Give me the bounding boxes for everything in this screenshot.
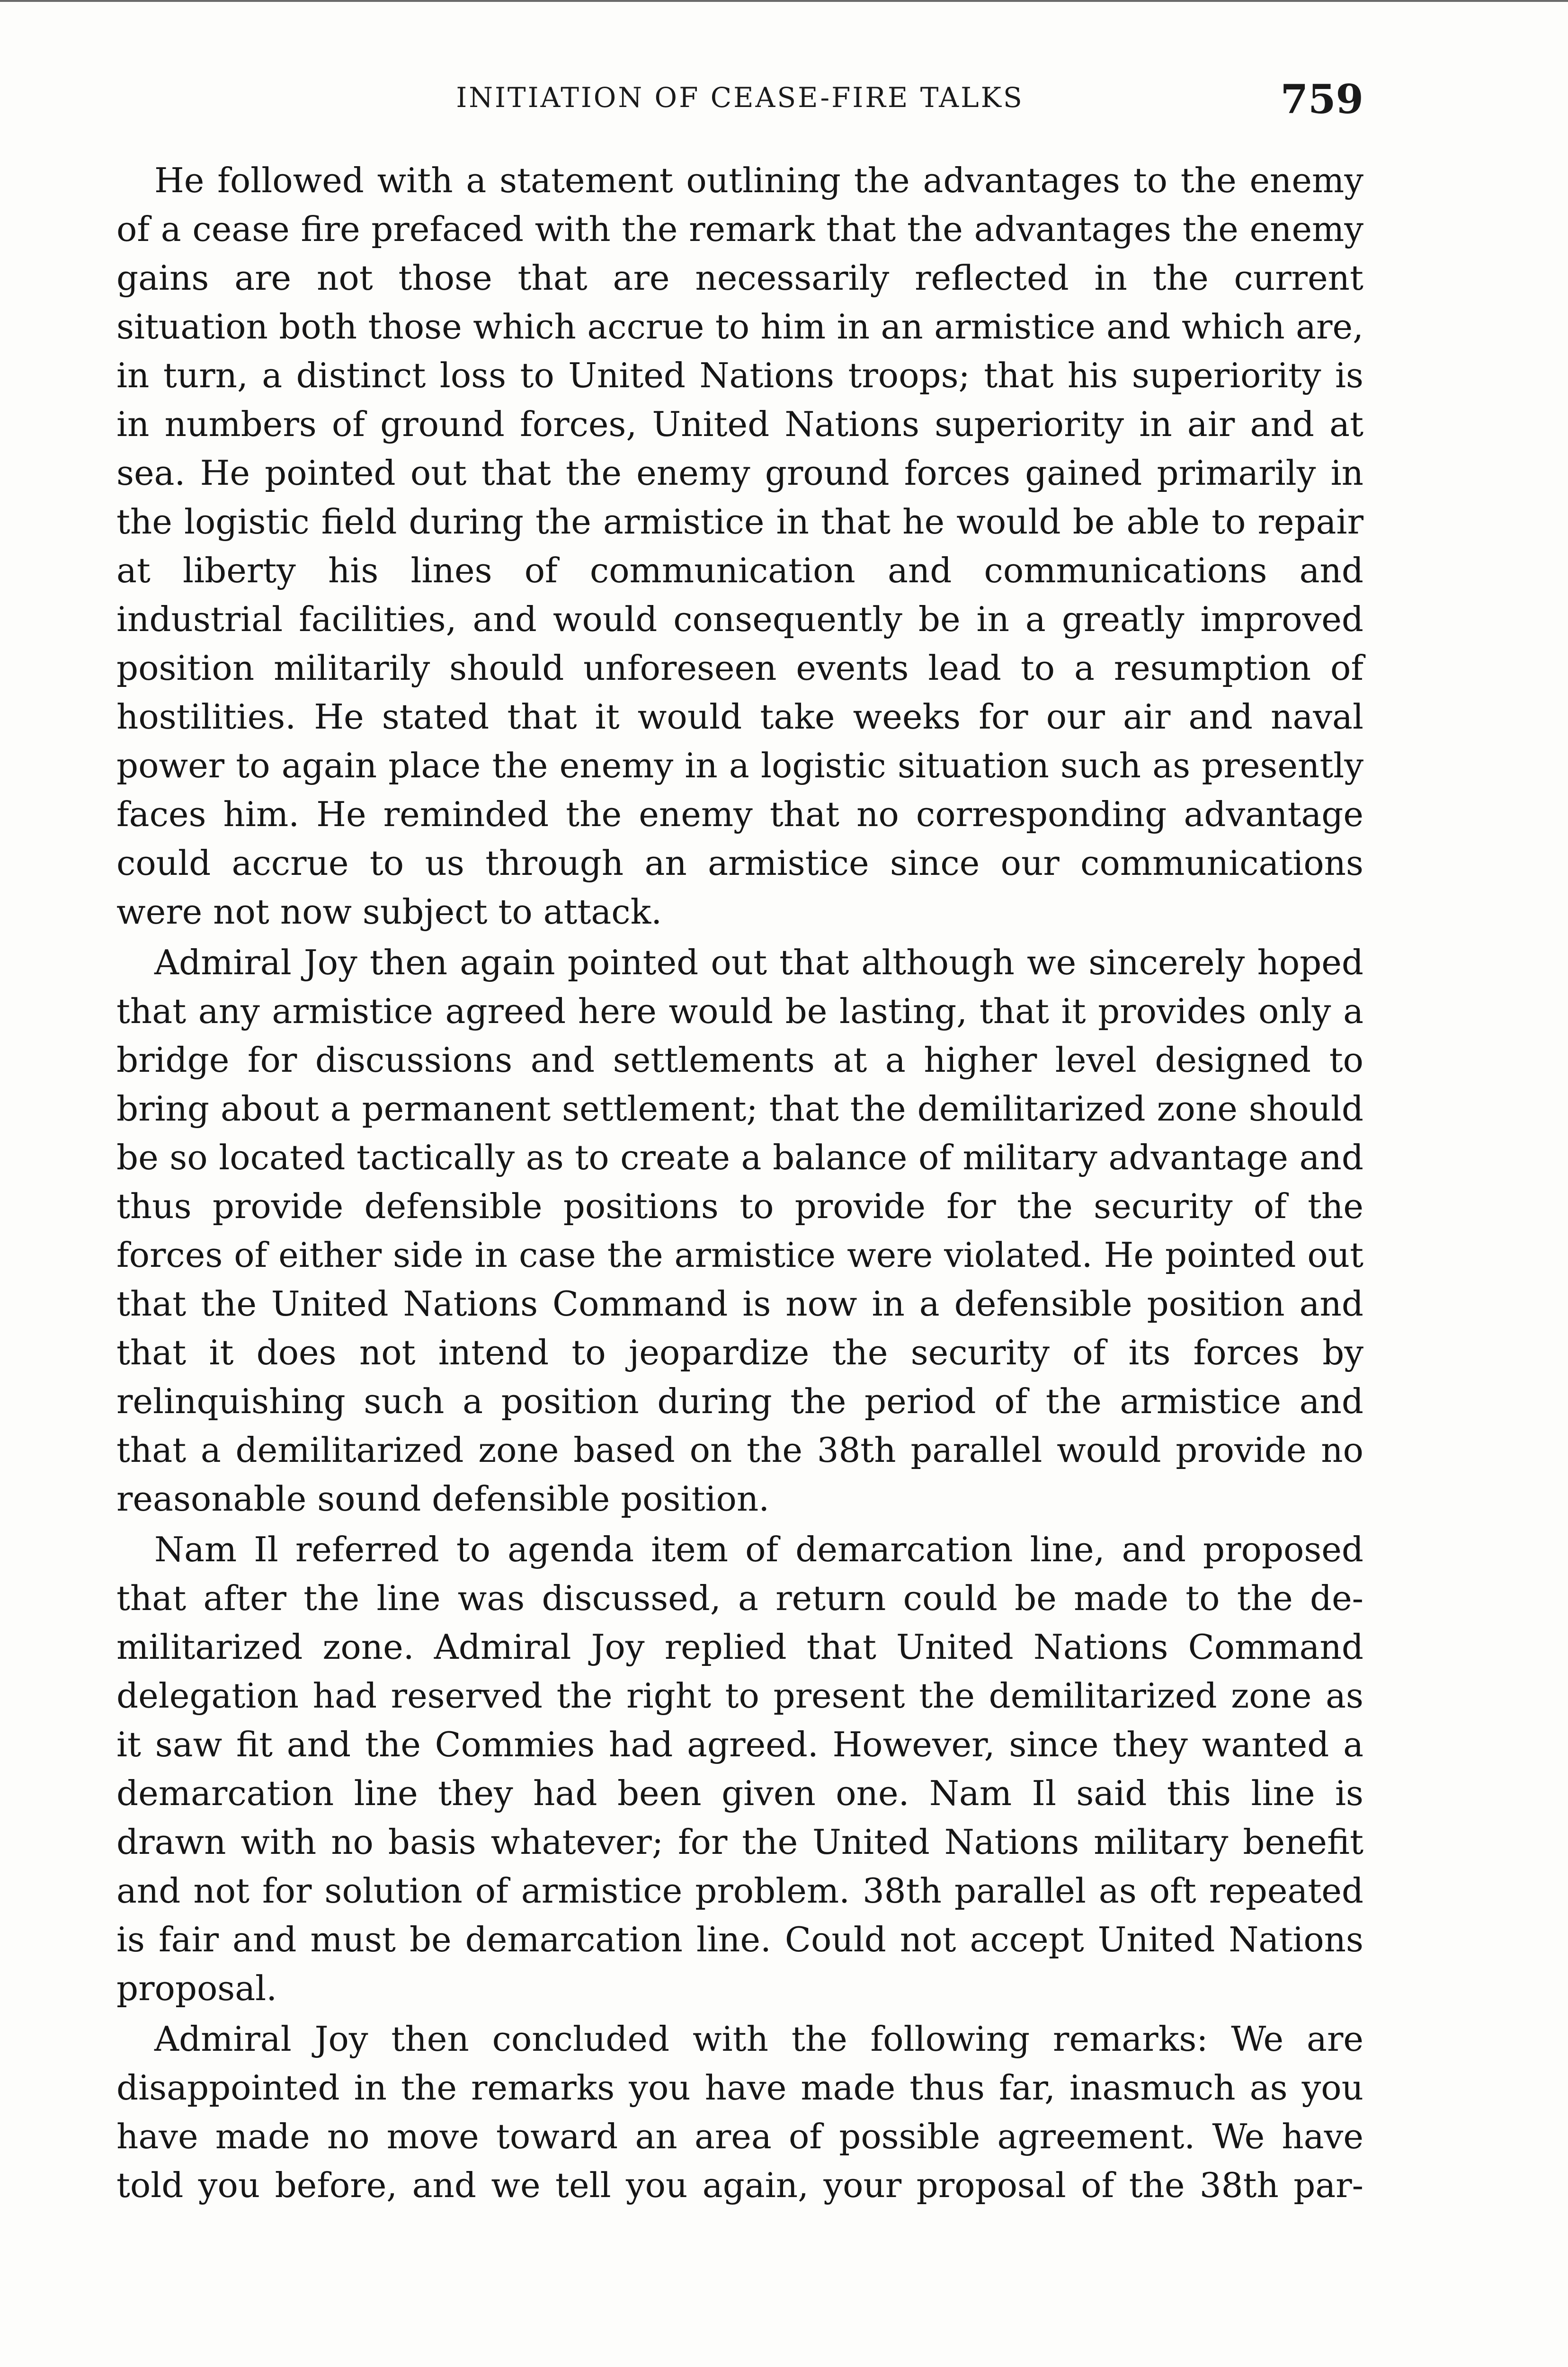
paragraph-4: Admiral Joy then concluded with the following remarks: We are disappointed in the remarks you have made thus far, inasmuch as you have made no move toward an area of possible agreement. We have told you before, and we tell you again, your proposal of the 38th par-	[116, 2019, 1363, 2205]
body-text	[116, 156, 1363, 2212]
paragraph-3: Nam Il referred to agenda item of demarcation line, and proposed that after the line was discussed, a return could be made to the demilitarized zone. Admiral Joy replied that United Nations Command delegation had reserved the right to present the demilitarized zone as it saw fit and the Commies had agreed. However, since they wanted a demarcation line they had been given one. Nam Il said this line is drawn with no basis whatever; for the United Nations military benefit and not for solution of armistice problem. 38th parallel as oft repeated is fair and must be demarcation line. Could not accept United Nations proposal.	[116, 1530, 1363, 2008]
running-head	[116, 76, 1363, 128]
running-head-title: INITIATION OF CEASE-FIRE TALKS	[456, 81, 1024, 114]
page-top-edge	[0, 0, 1568, 2]
paragraph-2: Admiral Joy then again pointed out that although we sincerely hoped that any armistice agreed here would be lasting, that it provides only a bridge for discussions and settlements at a higher level designed to bring about a permanent settlement; that the demilitarized zone should be so located tactically as to create a balance of military advantage and thus provide defensible positions to provide for the security of the forces of either side in case the armistice were violated. He pointed out that the United Nations Command is now in a defensible position and that it does not intend to jeopardize the security of its forces by relinquishing such a position during the period of the armistice and that a demilitarized zone based on the 38th parallel would provide no reasonable sound defensible position.	[116, 943, 1363, 1519]
paragraph-1: He followed with a statement outlining the advantages to the enemy of a cease fire prefaced with the remark that the advantages the enemy gains are not those that are necessarily reflected in the current situation both those which accrue to him in an armistice and which are, in turn, a distinct loss to United Nations troops; that his superiority is in numbers of ground forces, United Nations superiority in air and at sea. He pointed out that the enemy ground forces gained primarily in the logistic field during the armistice in that he would be able to repair at liberty his lines of communication and communications and industrial facilities, and would consequently be in a greatly improved position militarily should unforeseen events lead to a resumption of hostilities. He stated that it would take weeks for our air and naval power to again place the enemy in a logistic situation such as presently faces him. He reminded the enemy that no corresponding advantage could accrue to us through an armistice since our communications were not now subject to attack.	[116, 160, 1363, 932]
page-number: 759	[1280, 76, 1363, 123]
